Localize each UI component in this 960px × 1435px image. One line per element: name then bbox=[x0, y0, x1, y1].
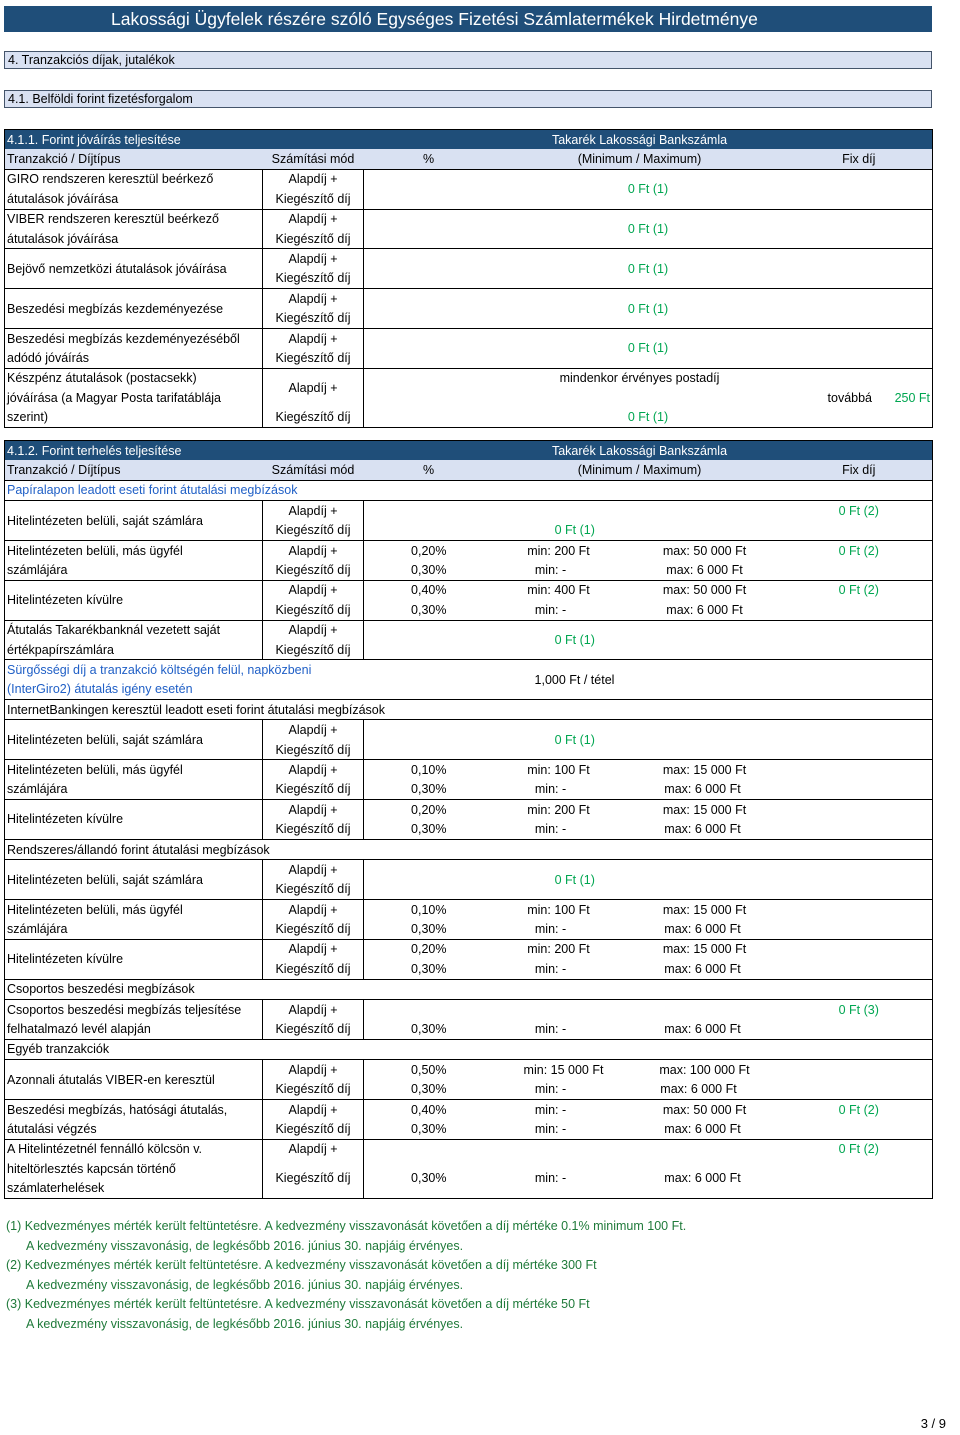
debit-fee-table bbox=[4, 440, 933, 1199]
table-row: Hitelintézeten kívülre Alapdíj + 0,20% min: 200 Ft max: 15 000 Ft bbox=[5, 939, 933, 959]
table-row: Kiegészítő díj 0 Ft (1) bbox=[5, 521, 933, 541]
table-row: számlájára Kiegészítő díj 0,30% min: - max: 6 000 Ft bbox=[5, 560, 933, 580]
postal-fee-note: mindenkor érvényes postadíj bbox=[494, 368, 786, 388]
table-row: Kiegészítő díj bbox=[5, 309, 933, 329]
subsection-row bbox=[5, 700, 933, 720]
table-row: Azonnali átutalás VIBER-en keresztül Alapdíj + 0,50% min: 15 000 Ft max: 100 000 Ft bbox=[5, 1060, 933, 1080]
table-header-row bbox=[5, 441, 933, 461]
table-row: Kiegészítő díj 0,30% min: - max: 6 000 Ft bbox=[5, 600, 933, 620]
table-row: számlájára Kiegészítő díj 0,30% min: - max: 6 000 Ft bbox=[5, 780, 933, 800]
table-row: Csoportos beszedési megbízás teljesítése Alapdíj + 0 Ft (3) bbox=[5, 999, 933, 1019]
table-row: átutalások jóváírása Kiegészítő díj bbox=[5, 189, 933, 209]
table-row: Kiegészítő díj 0,30% min: - max: 6 000 Ft bbox=[5, 819, 933, 839]
table-row: átutalási végzés Kiegészítő díj 0,30% min: - max: 6 000 Ft bbox=[5, 1119, 933, 1139]
footnote-2: (2) Kedvezményes mérték került feltüntetésre. A kedvezmény visszavonását követően a díj mértéke 300 Ft bbox=[6, 1258, 597, 1272]
col-minmax: (Minimum / Maximum) bbox=[494, 149, 786, 169]
table-row: Sürgősségi díj a tranzakció költségén felül, napközbeni 1,000 Ft / tétel bbox=[5, 660, 933, 680]
table-row: Átutalás Takarékbanknál vezetett saját Alapdíj + 0 Ft (1) bbox=[5, 620, 933, 640]
table-row: Hitelintézeten belüli, saját számlára Alapdíj + 0 Ft (1) bbox=[5, 720, 933, 740]
table-row: Hitelintézeten belüli, más ügyfél Alapdíj + 0,10% min: 100 Ft max: 15 000 Ft bbox=[5, 899, 933, 919]
table-row: felhatalmazó levél alapján Kiegészítő díj 0,30% min: - max: 6 000 Ft bbox=[5, 1019, 933, 1039]
footnote-1-validity: A kedvezmény visszavonásig, de legkésőbb 2016. június 30. napjáig érvényes. bbox=[26, 1238, 464, 1253]
table-row: számlaterhelések bbox=[5, 1178, 933, 1198]
section-heading: 4.1.2. Forint terhelés teljesítése bbox=[5, 441, 364, 461]
col-transaction: Tranzakció / Díjtípus bbox=[5, 460, 263, 480]
table-row: átutalások jóváírása Kiegészítő díj bbox=[5, 229, 933, 249]
subsection-row bbox=[5, 839, 933, 859]
table-row: Kiegészítő díj 0,30% min: - max: 6 000 Ft bbox=[5, 959, 933, 979]
table-row: Hitelintézeten kívülre Alapdíj + 0,20% min: 200 Ft max: 15 000 Ft bbox=[5, 800, 933, 820]
table-row: Kiegészítő díj 0,30% min: - max: 6 000 Ft bbox=[5, 1080, 933, 1100]
section-heading: 4.1.1. Forint jóváírás teljesítése bbox=[5, 130, 364, 150]
table-row: Készpénz átutalások (postacsekk) Alapdíj + mindenkor érvényes postadíj bbox=[5, 368, 933, 388]
col-minmax: (Minimum / Maximum) bbox=[494, 460, 786, 480]
column-header-row bbox=[5, 149, 933, 169]
other-heading: Egyéb tranzakciók bbox=[5, 1039, 933, 1059]
col-transaction: Tranzakció / Díjtípus bbox=[5, 149, 263, 169]
footnote-3-validity: A kedvezmény visszavonásig, de legkésőbb 2016. június 30. napjáig érvényes. bbox=[26, 1316, 464, 1331]
credit-fee-table bbox=[4, 129, 933, 428]
subsection-row bbox=[5, 1039, 933, 1059]
urgent-fee: 1,000 Ft / tétel bbox=[364, 660, 786, 700]
table-row: GIRO rendszeren keresztül beérkező Alapdíj + 0 Ft (1) bbox=[5, 169, 933, 189]
table-row: Hitelintézeten belüli, más ügyfél Alapdíj + 0,20% min: 200 Ft max: 50 000 Ft 0 Ft (2) bbox=[5, 540, 933, 560]
group-heading: Csoportos beszedési megbízások bbox=[5, 979, 933, 999]
page-number: 3 / 9 bbox=[920, 1416, 946, 1431]
col-percent: % bbox=[364, 460, 494, 480]
ib-heading: InternetBankingen keresztül leadott eseti forint átutalási megbízások bbox=[5, 700, 933, 720]
table-row: Beszedési megbízás kezdeményezéséből Alapdíj + 0 Ft (1) bbox=[5, 328, 933, 348]
footnote-2-validity: A kedvezmény visszavonásig, de legkésőbb 2016. június 30. napjáig érvényes. bbox=[26, 1277, 464, 1292]
table-row: Bejövő nemzetközi átutalások jóváírása Alapdíj + 0 Ft (1) bbox=[5, 249, 933, 269]
table-row: Hitelintézeten belüli, saját számlára Alapdíj + 0 Ft (1) bbox=[5, 860, 933, 880]
table-row: Kiegészítő díj bbox=[5, 740, 933, 760]
regular-heading: Rendszeres/állandó forint átutalási megbízások bbox=[5, 839, 933, 859]
subsection-row bbox=[5, 979, 933, 999]
table-row: A Hitelintézetnél fennálló kölcsön v. Alapdíj + 0 Ft (2) bbox=[5, 1139, 933, 1159]
table-row: Kiegészítő díj bbox=[5, 269, 933, 289]
table-row: jóváírása (a Magyar Posta tarifatáblája továbbá 250 Ft bbox=[5, 388, 933, 407]
table-row: VIBER rendszeren keresztül beérkező Alapdíj + 0 Ft (1) bbox=[5, 209, 933, 229]
col-percent: % bbox=[364, 149, 494, 169]
table-row: hiteltörlesztés kapcsán történő Kiegészítő díj 0,30% min: - max: 6 000 Ft bbox=[5, 1159, 933, 1178]
footnote-3: (3) Kedvezményes mérték került feltüntetésre. A kedvezmény visszavonását követően a díj mértéke 50 Ft bbox=[6, 1297, 590, 1311]
col-fixed-fee: Fix díj bbox=[786, 149, 933, 169]
product-name: Takarék Lakossági Bankszámla bbox=[494, 441, 786, 461]
section-4-1-heading: 4.1. Belföldi forint fizetésforgalom bbox=[4, 90, 932, 108]
table-row: szerint) Kiegészítő díj 0 Ft (1) bbox=[5, 407, 933, 427]
table-row: (InterGiro2) átutalás igény esetén bbox=[7, 682, 193, 697]
document-title: Lakossági Ügyfelek részére szóló Egységes Fizetési Számlatermékek Hirdetménye bbox=[4, 6, 932, 32]
paper-heading: Papíralapon leadott eseti forint átutalási megbízások bbox=[5, 480, 933, 500]
table-row: értékpapírszámlára Kiegészítő díj bbox=[5, 640, 933, 660]
table-row: adódó jóváírás Kiegészítő díj bbox=[5, 348, 933, 368]
footnotes bbox=[6, 1217, 936, 1334]
footnote-1: (1) Kedvezményes mérték került feltüntetésre. A kedvezmény visszavonását követően a díj mértéke 0.1% minimum 100 Ft. bbox=[6, 1219, 687, 1233]
col-fixed-fee: Fix díj bbox=[786, 460, 933, 480]
table-row: számlájára Kiegészítő díj 0,30% min: - max: 6 000 Ft bbox=[5, 919, 933, 939]
section-4-heading: 4. Tranzakciós díjak, jutalékok bbox=[4, 51, 932, 69]
column-header-row bbox=[5, 460, 933, 480]
table-row: Hitelintézeten belüli, saját számlára Alapdíj + 0 Ft (2) bbox=[5, 501, 933, 521]
table-row: Hitelintézeten kívülre Alapdíj + 0,40% min: 400 Ft max: 50 000 Ft 0 Ft (2) bbox=[5, 580, 933, 600]
table-row: Beszedési megbízás kezdeményezése Alapdíj + 0 Ft (1) bbox=[5, 289, 933, 309]
table-row: Hitelintézeten belüli, más ügyfél Alapdíj + 0,10% min: 100 Ft max: 15 000 Ft bbox=[5, 760, 933, 780]
table-row: Kiegészítő díj bbox=[5, 880, 933, 900]
subsection-row bbox=[5, 480, 933, 500]
table-header-row bbox=[5, 130, 933, 150]
product-name: Takarék Lakossági Bankszámla bbox=[494, 130, 786, 150]
col-method: Számítási mód bbox=[263, 460, 364, 480]
table-row: Beszedési megbízás, hatósági átutalás, Alapdíj + 0,40% min: - max: 50 000 Ft 0 Ft (2) bbox=[5, 1099, 933, 1119]
col-method: Számítási mód bbox=[263, 149, 364, 169]
